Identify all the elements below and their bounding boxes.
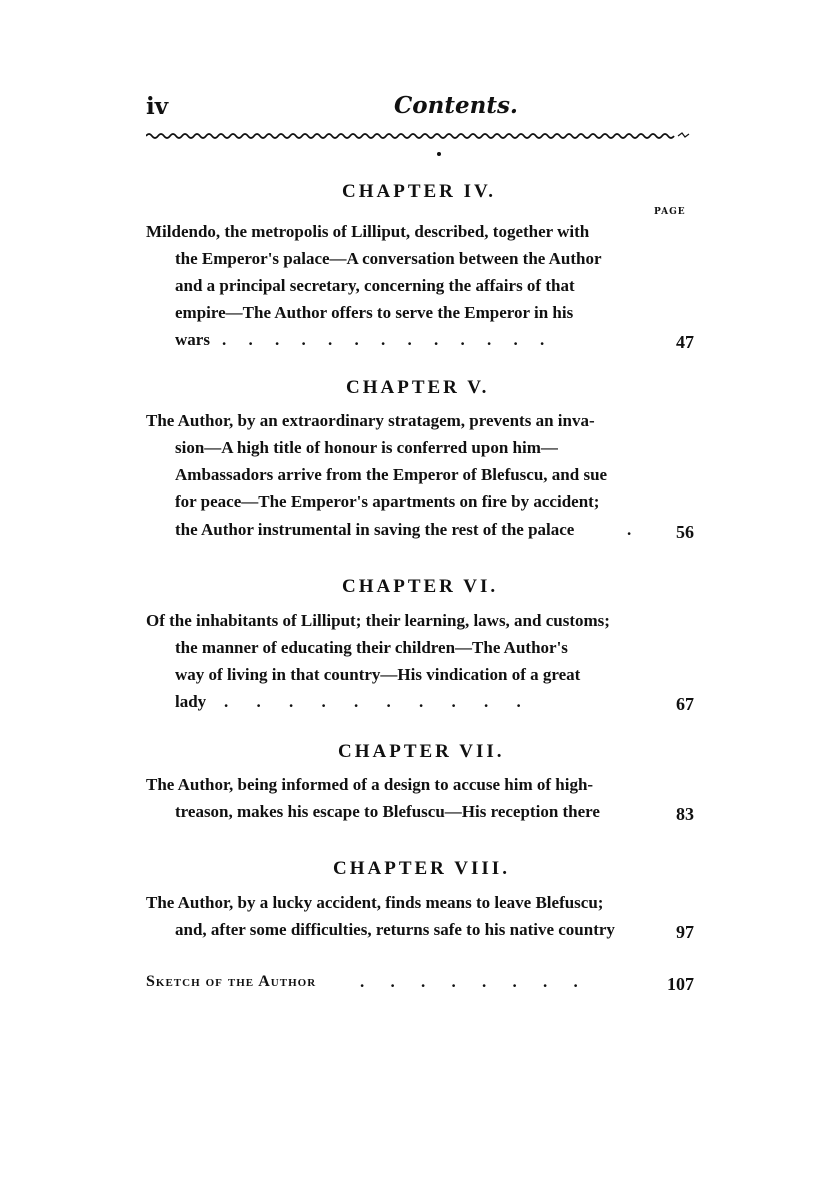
entry-line: way of living in that country—His vindication of a great [175, 665, 581, 684]
running-title: Contents. [394, 92, 518, 119]
entry-line: and, after some difficulties, returns safe to his native country [175, 920, 615, 939]
entry-line: the manner of educating their children—The Author's [175, 638, 568, 657]
dot-leaders: . . . . . . . . [360, 972, 578, 991]
entry-line: The Author, being informed of a design to accuse him of high- [146, 775, 594, 794]
chapter-heading: CHAPTER V. [346, 377, 490, 398]
entry-line: Mildendo, the metropolis of Lilliput, described, together with [146, 222, 590, 241]
entry-line: lady [175, 692, 207, 711]
page-number: 47 [676, 332, 694, 352]
entry-line: and a principal secretary, concerning the affairs of that [175, 276, 575, 295]
entry-line: The Author, by an extraordinary stratagem, prevents an inva- [146, 411, 595, 430]
sketch-entry: Sketch of the Author [146, 973, 317, 990]
entry-line: sion—A high title of honour is conferred upon him— [175, 438, 558, 457]
entry-line: wars [175, 330, 210, 349]
page-number: 83 [676, 804, 694, 824]
dot-leaders: . . . . . . . . . . [224, 692, 521, 711]
entry-line: The Author, by a lucky accident, finds means to leave Blefuscu; [146, 893, 604, 912]
page-column-label: PAGE [654, 207, 686, 217]
page-number: 97 [676, 922, 694, 942]
page-number: 67 [676, 694, 694, 714]
entry-line: empire—The Author offers to serve the Emperor in his [175, 303, 574, 322]
chapter-heading: CHAPTER VII. [338, 741, 505, 762]
chapter-heading: CHAPTER VI. [342, 576, 499, 597]
page-number: 107 [667, 974, 694, 994]
decorative-wavy-rule [146, 128, 694, 142]
ornament-dot [437, 152, 441, 156]
entry-line: for peace—The Emperor's apartments on fire by accident; [175, 492, 600, 511]
page-number: 56 [676, 522, 694, 542]
entry-line: treason, makes his escape to Blefuscu—His reception there [175, 802, 600, 821]
page-folio: iv [146, 93, 169, 120]
entry-line: the Author instrumental in saving the rest of the palace [175, 520, 575, 539]
dot-leaders: . [627, 520, 632, 539]
entry-line: Ambassadors arrive from the Emperor of Blefuscu, and sue [175, 465, 608, 484]
entry-line: the Emperor's palace—A conversation between the Author [175, 249, 602, 268]
dot-leaders: . . . . . . . . . . . . . [222, 330, 545, 349]
entry-line: Of the inhabitants of Lilliput; their learning, laws, and customs; [146, 611, 610, 630]
chapter-heading: CHAPTER VIII. [333, 858, 510, 879]
chapter-heading: CHAPTER IV. [342, 181, 497, 202]
